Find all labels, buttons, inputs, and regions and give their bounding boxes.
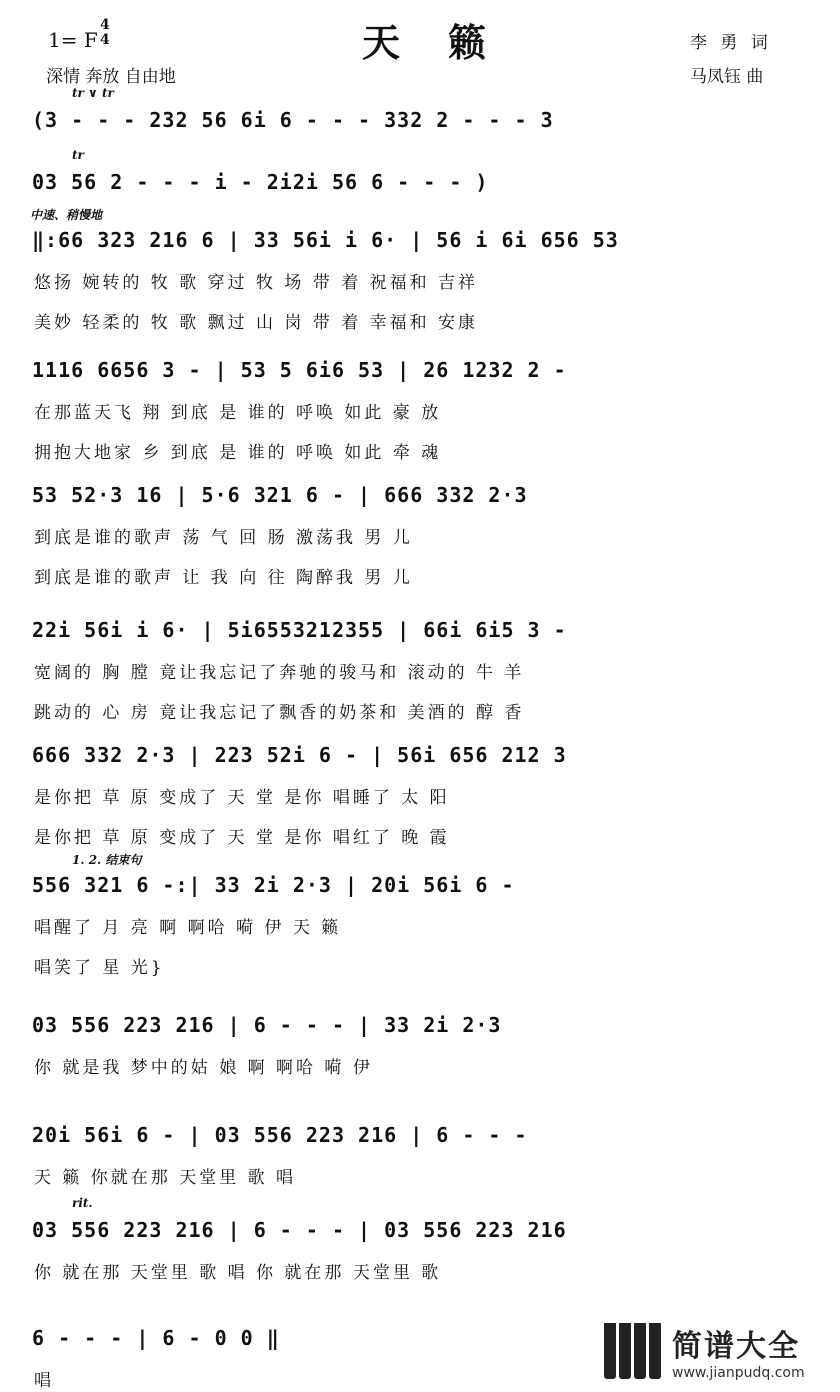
tempo-marking: 深情 奔放 自由地	[46, 67, 176, 87]
time-signature-bottom: 4	[100, 32, 110, 48]
system-marks: 1. 2. 结束句	[72, 853, 142, 867]
lyric-line-verse-2: 到底是谁的歌声 让 我 向 往 陶醉我 男 儿	[34, 568, 413, 588]
lyricist-credit: 李 勇 词	[690, 33, 772, 53]
system-marks: 中速、稍慢地	[30, 208, 103, 222]
key-signature	[48, 28, 98, 52]
lyric-line-verse-1: 在那蓝天飞 翔 到底 是 谁的 呼唤 如此 豪 放	[34, 403, 442, 423]
lyric-line-verse-1: 天 籁 你就在那 天堂里 歌 唱	[34, 1168, 297, 1188]
notation-line: ‖:66 323 216 6 | 33 56i i 6· | 56 i 6i 656 53	[32, 228, 619, 252]
notation-line: 20i 56i 6 - | 03 556 223 216 | 6 - - -	[32, 1123, 528, 1147]
lyric-line-verse-1: 是你把 草 原 变成了 天 堂 是你 唱睡了 太 阳	[34, 788, 450, 808]
lyric-line-verse-1: 你 就是我 梦中的姑 娘 啊 啊哈 嗬 伊	[34, 1058, 373, 1078]
lyric-line-verse-1: 悠扬 婉转的 牧 歌 穿过 牧 场 带 着 祝福和 吉祥	[34, 273, 479, 293]
notation-line: 6 - - - | 6 - 0 0 ‖	[32, 1326, 280, 1350]
notation-line: 556 321 6 -:| 33 2i 2·3 | 20i 56i 6 -	[32, 873, 515, 897]
lyric-line-verse-2: 跳动的 心 房 竟让我忘记了飘香的奶茶和 美酒的 醇 香	[34, 703, 525, 723]
watermark-url: www.jianpudq.com	[672, 1365, 805, 1381]
notation-line: 03 556 223 216 | 6 - - - | 03 556 223 216	[32, 1218, 567, 1242]
time-signature-top: 4	[100, 17, 110, 33]
system-marks: tr	[72, 148, 84, 162]
key-label: 1= F	[48, 28, 98, 52]
time-signature	[100, 18, 110, 48]
lyric-line-verse-2: 美妙 轻柔的 牧 歌 飘过 山 岗 带 着 幸福和 安康	[34, 313, 479, 333]
notation-line: 22i 56i i 6· | 5i6553212355 | 66i 6i5 3 -	[32, 618, 567, 642]
notation-line: 1116 6656 3 - | 53 5 6i6 53 | 26 1232 2 -	[32, 358, 567, 382]
lyric-line-verse-2: 唱笑了 星 光}	[34, 958, 165, 978]
notation-line: 03 556 223 216 | 6 - - - | 33 2i 2·3	[32, 1013, 502, 1037]
lyric-line-verse-1: 你 就在那 天堂里 歌 唱 你 就在那 天堂里 歌	[34, 1263, 442, 1283]
notation-line: 666 332 2·3 | 223 52i 6 - | 56i 656 212 3	[32, 743, 567, 767]
notation-line: (3 - - - 232 56 6i 6 - - - 332 2 - - - 3	[32, 108, 554, 132]
notation-line: 53 52·3 16 | 5·6 321 6 - | 666 332 2·3	[32, 483, 528, 507]
lyric-line-verse-2: 拥抱大地家 乡 到底 是 谁的 呼唤 如此 牵 魂	[34, 443, 442, 463]
piano-keys-icon	[604, 1323, 664, 1379]
system-marks: rit.	[72, 1196, 93, 1210]
system-marks: tr ∨ tr	[72, 86, 114, 100]
composer-credit: 马凤钰 曲	[690, 67, 764, 87]
lyric-line-verse-1: 宽阔的 胸 膛 竟让我忘记了奔驰的骏马和 滚动的 牛 羊	[34, 663, 525, 683]
watermark-logo	[604, 1316, 834, 1386]
notation-line: 03 56 2 - - - i - 2i2i 56 6 - - - )	[32, 170, 489, 194]
lyric-line-verse-1: 唱醒了 月 亮 啊 啊哈 嗬 伊 天 籁	[34, 918, 342, 938]
lyric-line-verse-1: 唱	[34, 1371, 54, 1391]
watermark-name: 简谱大全	[672, 1329, 800, 1364]
lyric-line-verse-1: 到底是谁的歌声 荡 气 回 肠 激荡我 男 儿	[34, 528, 413, 548]
song-title: 天籁	[362, 20, 535, 65]
lyric-line-verse-2: 是你把 草 原 变成了 天 堂 是你 唱红了 晚 霞	[34, 828, 450, 848]
